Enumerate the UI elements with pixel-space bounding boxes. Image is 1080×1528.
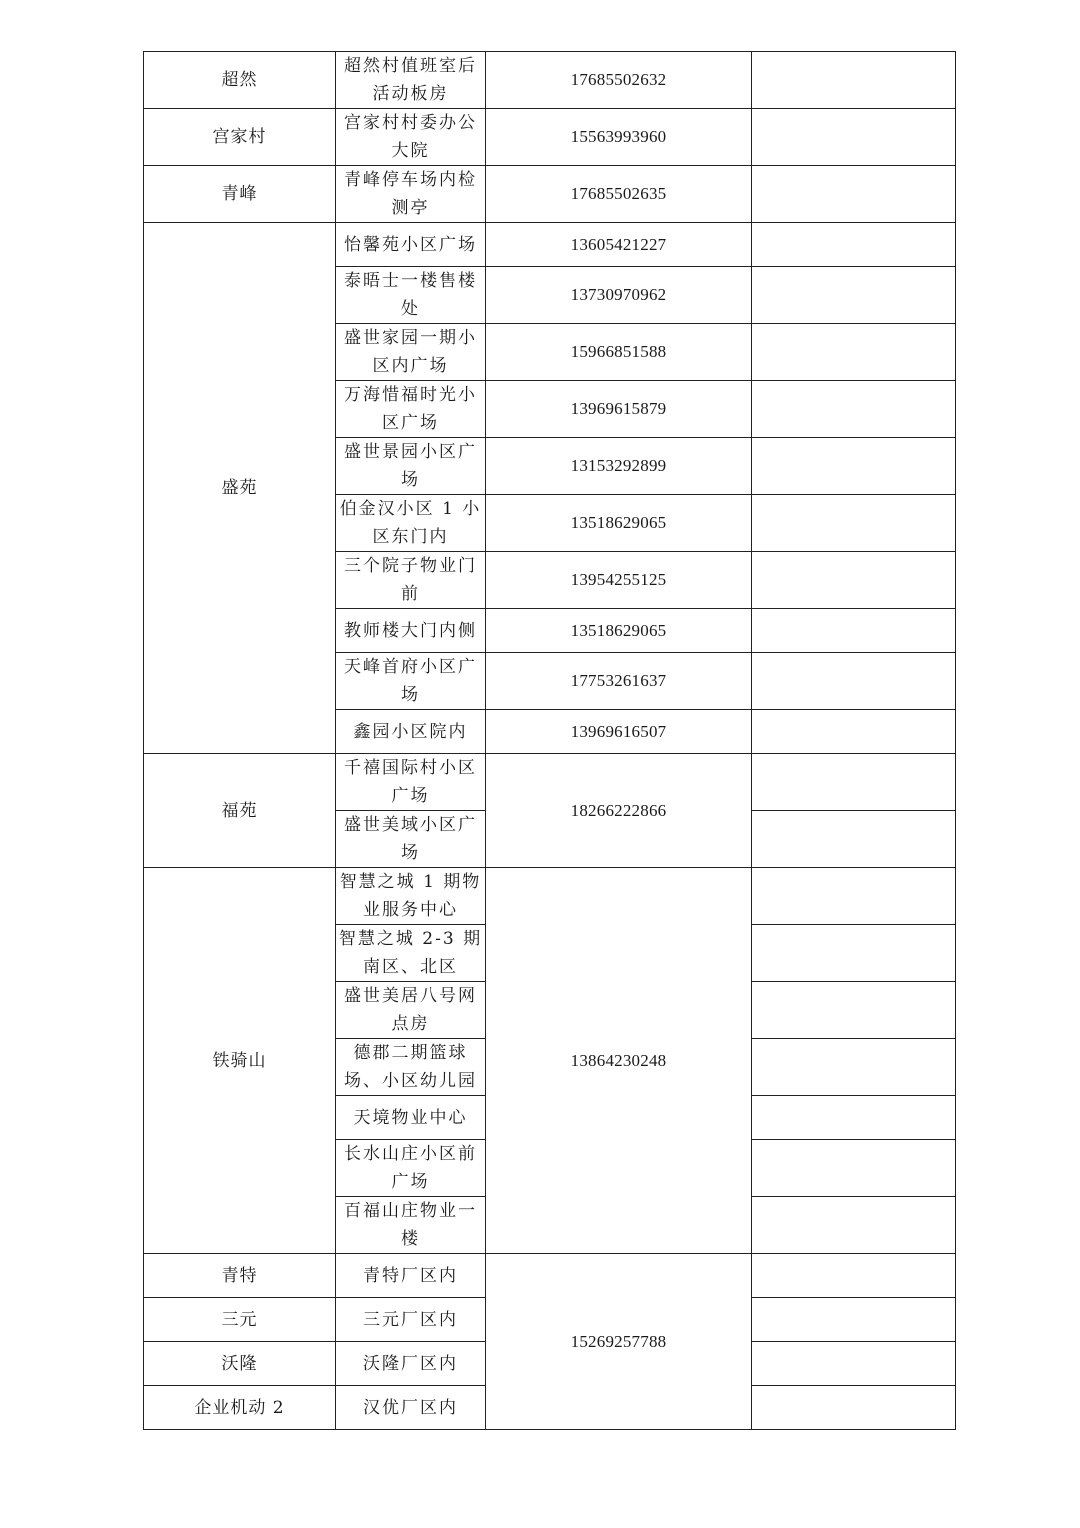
note-cell: [752, 1096, 956, 1140]
site-text: 天峰首府小区广场: [344, 657, 477, 705]
site-text: 盛世美居八号网点房: [344, 986, 477, 1034]
area-cell: 沃隆: [144, 1342, 336, 1386]
site-text: 鑫园小区院内: [353, 721, 468, 742]
area-cell: 福苑: [144, 754, 336, 868]
site-text: 德郡二期篮球场、小区幼儿园: [344, 1043, 477, 1091]
site-cell: [336, 1039, 486, 1096]
note-cell: [752, 710, 956, 754]
site-cell: [336, 1342, 486, 1386]
site-text: 百福山庄物业一楼: [344, 1201, 477, 1249]
note-cell: [752, 982, 956, 1039]
site-text: 三个院子物业门前: [344, 556, 477, 604]
note-cell: [752, 925, 956, 982]
note-cell: [752, 1342, 956, 1386]
note-cell: [752, 811, 956, 868]
site-cell: [336, 609, 486, 653]
site-cell: [336, 811, 486, 868]
area-cell: 青峰: [144, 166, 336, 223]
phone-cell: 18266222866: [486, 754, 752, 868]
site-text: 万海惜福时光小区广场: [344, 385, 477, 433]
site-cell: [336, 109, 486, 166]
site-cell: [336, 653, 486, 710]
note-cell: [752, 267, 956, 324]
site-cell: [336, 495, 486, 552]
note-cell: [752, 1254, 956, 1298]
table-row: [144, 1254, 956, 1298]
site-cell: [336, 223, 486, 267]
site-cell: [336, 982, 486, 1039]
site-text: 智慧之城 2-3 期南区、北区: [338, 929, 483, 977]
note-cell: [752, 1039, 956, 1096]
site-cell: [336, 1197, 486, 1254]
note-cell: [752, 1140, 956, 1197]
phone-cell: 17753261637: [486, 653, 752, 710]
site-cell: [336, 552, 486, 609]
site-text: 青特厂区内: [363, 1265, 458, 1286]
note-cell: [752, 109, 956, 166]
phone-cell: 15269257788: [486, 1254, 752, 1430]
testing-sites-table: [143, 51, 956, 1430]
area-cell: 铁骑山: [144, 868, 336, 1254]
note-cell: [752, 166, 956, 223]
table-row: [144, 754, 956, 811]
site-cell: [336, 1386, 486, 1430]
note-cell: [752, 381, 956, 438]
table-row: [144, 166, 956, 223]
area-cell: 企业机动 2: [144, 1386, 336, 1430]
phone-cell: 13969615879: [486, 381, 752, 438]
site-text: 盛世景园小区广场: [344, 442, 477, 490]
area-cell: 青特: [144, 1254, 336, 1298]
site-text: 天境物业中心: [353, 1107, 468, 1128]
note-cell: [752, 324, 956, 381]
site-cell: [336, 1140, 486, 1197]
site-cell: [336, 754, 486, 811]
site-text: 三元厂区内: [363, 1309, 458, 1330]
site-cell: [336, 438, 486, 495]
note-cell: [752, 52, 956, 109]
note-cell: [752, 1298, 956, 1342]
note-cell: [752, 609, 956, 653]
site-cell: [336, 1096, 486, 1140]
note-cell: [752, 1197, 956, 1254]
table-row: [144, 868, 956, 925]
site-cell: [336, 381, 486, 438]
site-cell: [336, 1254, 486, 1298]
site-text: 盛世美域小区广场: [344, 815, 477, 863]
site-cell: [336, 52, 486, 109]
note-cell: [752, 653, 956, 710]
phone-cell: 13153292899: [486, 438, 752, 495]
table-row: [144, 109, 956, 166]
site-text: 盛世家园一期小区内广场: [344, 328, 477, 376]
site-text: 汉优厂区内: [363, 1397, 458, 1418]
site-cell: [336, 267, 486, 324]
site-text: 沃隆厂区内: [363, 1353, 458, 1374]
site-text: 智慧之城 1 期物业服务中心: [339, 872, 482, 920]
site-cell: [336, 1298, 486, 1342]
phone-cell: 15563993960: [486, 109, 752, 166]
phone-cell: 13969616507: [486, 710, 752, 754]
phone-cell: 13518629065: [486, 495, 752, 552]
phone-cell: 13864230248: [486, 868, 752, 1254]
phone-cell: 13954255125: [486, 552, 752, 609]
table-row: [144, 52, 956, 109]
phone-cell: 13730970962: [486, 267, 752, 324]
area-cell: 宫家村: [144, 109, 336, 166]
phone-cell: 17685502632: [486, 52, 752, 109]
note-cell: [752, 868, 956, 925]
site-cell: [336, 324, 486, 381]
note-cell: [752, 495, 956, 552]
site-cell: [336, 868, 486, 925]
site-text: 超然村值班室后活动板房: [344, 56, 477, 104]
site-text: 教师楼大门内侧: [344, 620, 477, 641]
note-cell: [752, 552, 956, 609]
site-cell: [336, 925, 486, 982]
phone-cell: 13605421227: [486, 223, 752, 267]
note-cell: [752, 754, 956, 811]
phone-cell: 17685502635: [486, 166, 752, 223]
site-cell: [336, 710, 486, 754]
area-cell: 超然: [144, 52, 336, 109]
site-text: 怡馨苑小区广场: [344, 234, 477, 255]
site-text: 千禧国际村小区广场: [344, 758, 477, 806]
site-text: 宫家村村委办公大院: [344, 113, 477, 161]
phone-cell: 15966851588: [486, 324, 752, 381]
note-cell: [752, 1386, 956, 1430]
area-cell: 盛苑: [144, 223, 336, 754]
phone-cell: 13518629065: [486, 609, 752, 653]
site-text: 伯金汉小区 1 小区东门内: [339, 499, 482, 547]
table-row: [144, 223, 956, 267]
area-cell: 三元: [144, 1298, 336, 1342]
site-text: 泰晤士一楼售楼处: [344, 271, 477, 319]
site-cell: [336, 166, 486, 223]
note-cell: [752, 223, 956, 267]
site-text: 长水山庄小区前广场: [344, 1144, 477, 1192]
site-text: 青峰停车场内检测亭: [344, 170, 477, 218]
note-cell: [752, 438, 956, 495]
